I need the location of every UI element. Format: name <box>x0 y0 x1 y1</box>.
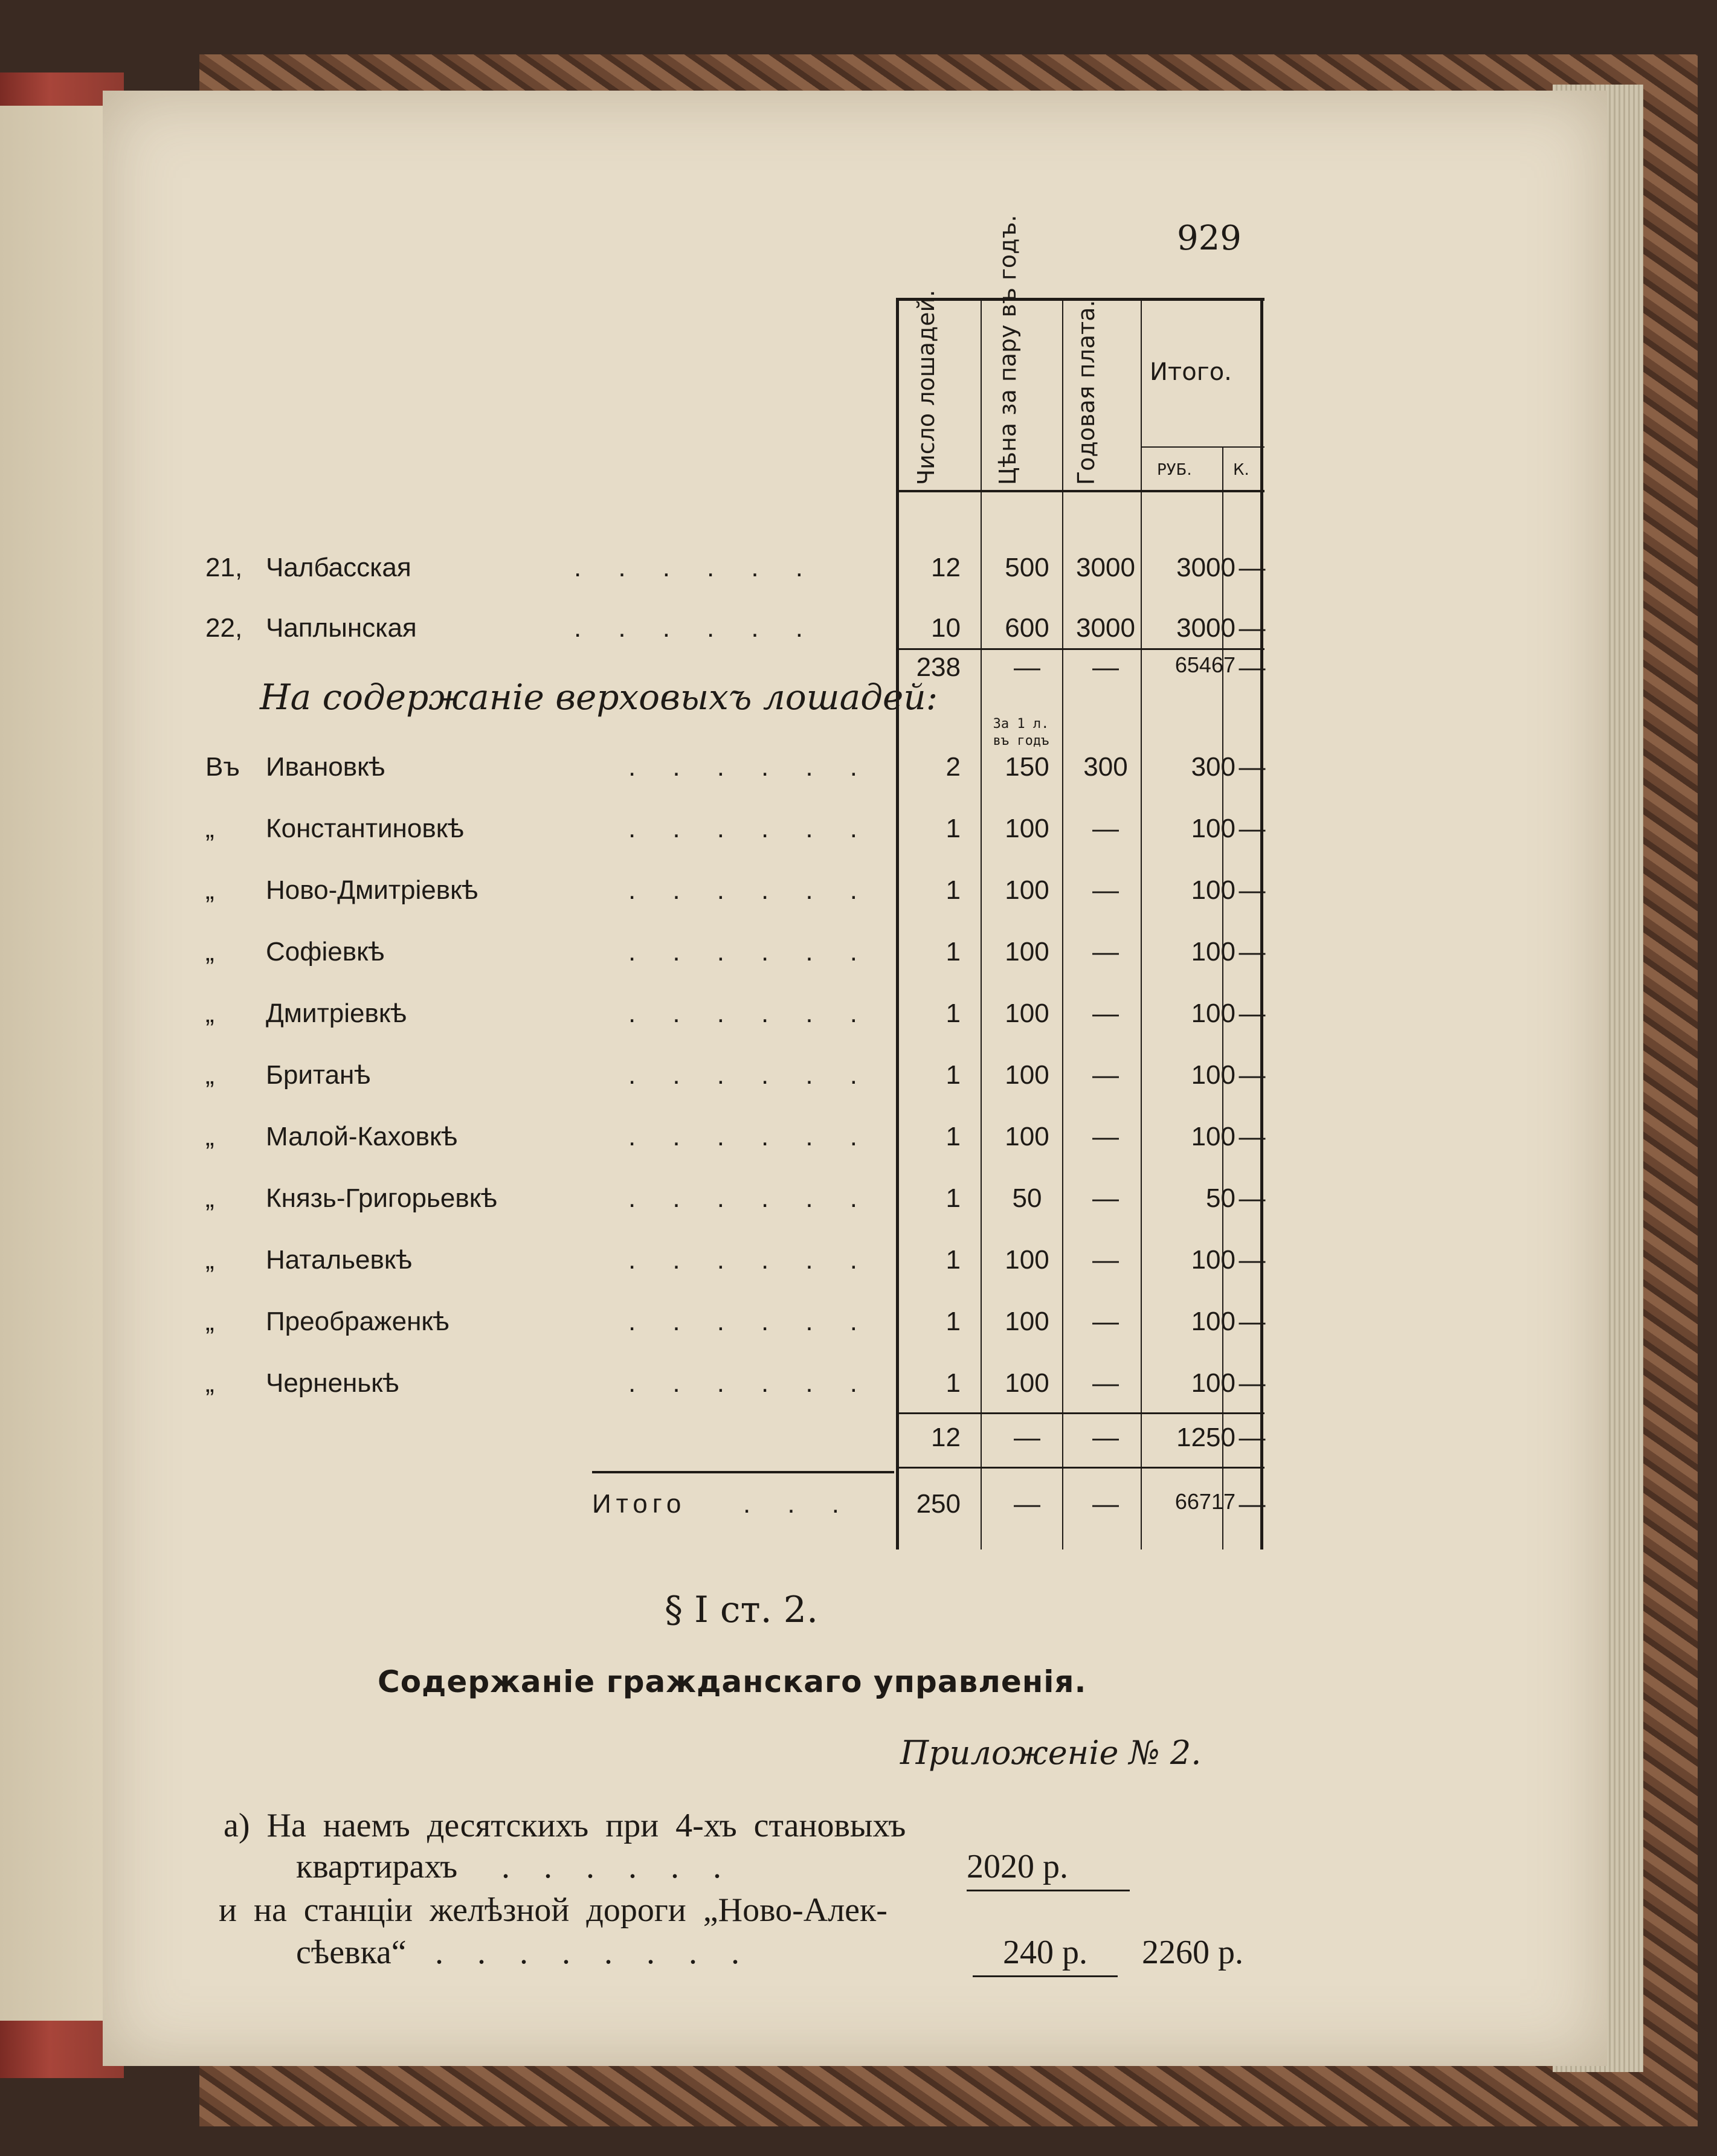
table-left-rule <box>896 298 899 1549</box>
cell-price: 100 <box>1005 1122 1049 1151</box>
cell-horses: 1 <box>945 1245 961 1275</box>
grand-total-row <box>205 1489 1266 1523</box>
cell-total-rub: 100 <box>1191 1307 1235 1336</box>
table-right-rule <box>1260 298 1263 1549</box>
cell-annual: — <box>1092 1245 1119 1275</box>
cell-total-kop: — <box>1239 752 1266 782</box>
cell-total-kop: — <box>1239 875 1266 905</box>
cell-annual: — <box>1092 875 1119 905</box>
left-page-edge <box>0 106 112 2021</box>
section-title: На содержаніе верховыхъ лошадей: <box>260 677 938 718</box>
header-rub: РУБ. <box>1157 461 1192 479</box>
cell-horses: 1 <box>945 1060 961 1090</box>
leader-dots: . . . . . . <box>628 1183 857 1213</box>
row-label: Константиновкѣ <box>266 814 464 843</box>
leader-dots: . . . . . . <box>628 814 857 843</box>
body-line-2-amount: 2020 р. <box>967 1848 1068 1885</box>
row-prefix: „ <box>205 937 214 967</box>
cell-price: 100 <box>1005 1060 1049 1090</box>
row-prefix: „ <box>205 1245 214 1275</box>
subtotal-kop: — <box>1239 1423 1266 1452</box>
appendix-label: Приложеніе № 2. <box>900 1734 1202 1772</box>
cell-total-rub: 100 <box>1191 1060 1235 1090</box>
row-label: Британѣ <box>266 1060 371 1090</box>
leader-dots: . . . . . . <box>628 1060 857 1090</box>
cell-total-rub: 50 <box>1206 1183 1235 1213</box>
cell-price: 500 <box>1005 553 1049 582</box>
leader-dots: . . . . . . <box>628 752 857 782</box>
col-rule-1 <box>981 298 982 1549</box>
cell-total-kop: — <box>1239 1060 1266 1090</box>
header-price-pair: Цѣна за пару въ годъ. <box>994 214 1021 485</box>
subtotal-b-rule <box>896 1412 1264 1414</box>
row-prefix: „ <box>205 1307 214 1336</box>
cell-horses: 1 <box>945 875 961 905</box>
row-label: Ново-Дмитріевкѣ <box>266 875 478 905</box>
cell-horses: 1 <box>945 1368 961 1398</box>
row-prefix: „ <box>205 1183 214 1213</box>
table-row <box>205 1183 1266 1217</box>
row-number: 21, <box>205 553 243 582</box>
cell-total-kop: — <box>1239 613 1266 643</box>
subtotal-horses: 12 <box>931 1423 961 1452</box>
header-total: Итого. <box>1150 358 1232 386</box>
grand-total-kop: — <box>1239 1489 1266 1519</box>
grand-total-rule <box>592 1471 894 1473</box>
cell-horses: 1 <box>945 937 961 967</box>
table-row <box>205 1060 1266 1094</box>
table-row <box>205 1245 1266 1279</box>
subtotal-kop: — <box>1239 652 1266 682</box>
row-label: Малой-Каховкѣ <box>266 1122 458 1151</box>
cell-horses: 10 <box>931 613 961 643</box>
cell-total-rub: 100 <box>1191 875 1235 905</box>
civil-heading: Содержаніе гражданскаго управленія. <box>378 1664 1087 1699</box>
row-prefix: „ <box>205 814 214 843</box>
cell-total-kop: — <box>1239 1122 1266 1151</box>
table-row <box>205 613 1266 647</box>
cell-total-kop: — <box>1239 1368 1266 1398</box>
row-number: 22, <box>205 613 243 643</box>
leader-dots: . . . . . . <box>628 1122 857 1151</box>
cell-price: 100 <box>1005 937 1049 967</box>
header-bottom-rule <box>896 490 1264 492</box>
cell-price: 100 <box>1005 1368 1049 1398</box>
table-row <box>205 752 1266 786</box>
row-prefix: „ <box>205 1122 214 1151</box>
leader-dots: . . . . . . <box>574 553 803 582</box>
cell-total-rub: 100 <box>1191 999 1235 1028</box>
cell-price: 100 <box>1005 1245 1049 1275</box>
row-prefix: „ <box>205 1368 214 1398</box>
cell-total-rub: 100 <box>1191 937 1235 967</box>
total-sub-rule <box>1141 446 1264 448</box>
cell-total-rub: 100 <box>1191 1122 1235 1151</box>
grand-total-label: Итого <box>592 1489 686 1519</box>
cell-price: 100 <box>1005 999 1049 1028</box>
row-label: Софіевкѣ <box>266 937 385 967</box>
cell-annual: — <box>1092 814 1119 843</box>
amount-underline <box>973 1975 1118 1977</box>
table-row <box>205 1368 1266 1402</box>
subtotal-rub: 65467 <box>1174 652 1235 677</box>
table-row <box>205 875 1266 909</box>
cell-total-kop: — <box>1239 999 1266 1028</box>
cell-annual: — <box>1092 1368 1119 1398</box>
cell-annual: — <box>1092 1307 1119 1336</box>
subtotal-rub: 1250 <box>1176 1423 1235 1452</box>
row-label: Преображенкѣ <box>266 1307 449 1336</box>
cell-horses: 1 <box>945 999 961 1028</box>
cell-horses: 1 <box>945 1307 961 1336</box>
body-line-1: а) На наемъ десятскихъ при 4-хъ становыхъ <box>224 1807 906 1844</box>
cell-annual: 300 <box>1083 752 1128 782</box>
body-line-3: и на станціи желѣзной дороги „Ново-Алек- <box>219 1891 887 1929</box>
cell-horses: 1 <box>945 1122 961 1151</box>
cell-price: 100 <box>1005 814 1049 843</box>
cell-price: 100 <box>1005 1307 1049 1336</box>
subtotal-price: — <box>1014 652 1040 682</box>
grand-total-annual: — <box>1092 1489 1119 1519</box>
row-prefix: „ <box>205 1060 214 1090</box>
body-line-4-amount: 240 р. <box>1003 1934 1087 1971</box>
leader-dots: . . . . . . <box>628 937 857 967</box>
cell-price: 150 <box>1005 752 1049 782</box>
row-label: Ивановкѣ <box>266 752 385 782</box>
cell-horses: 2 <box>945 752 961 782</box>
grand-total-rub: 66717 <box>1174 1489 1235 1514</box>
cell-annual: — <box>1092 999 1119 1028</box>
leader-dots: . . . <box>743 1489 839 1519</box>
cell-horses: 12 <box>931 553 961 582</box>
cell-annual: — <box>1092 1183 1119 1213</box>
amount-underline <box>967 1890 1130 1891</box>
row-label: Князь-Григорьевкѣ <box>266 1183 497 1213</box>
page-number: 929 <box>1177 219 1242 258</box>
cell-total-rub: 3000 <box>1176 553 1235 582</box>
cell-total-kop: — <box>1239 937 1266 967</box>
leader-dots: . . . . . . <box>628 1245 857 1275</box>
subtotal-b-rule-bottom <box>896 1467 1264 1469</box>
row-label: Чаплынская <box>266 613 417 643</box>
leader-dots: . . . . . . <box>501 1848 738 1885</box>
body-line-4-label: сѣевка“ <box>296 1934 407 1971</box>
body-line-4-total: 2260 р. <box>1142 1934 1243 1971</box>
table-row <box>205 937 1266 971</box>
cell-total-rub: 100 <box>1191 1368 1235 1398</box>
header-annual-pay: Годовая плата. <box>1073 300 1100 485</box>
cell-price: 600 <box>1005 613 1049 643</box>
cell-total-kop: — <box>1239 1307 1266 1336</box>
row-label: Чалбасская <box>266 553 411 582</box>
paragraph-heading: § I ст. 2. <box>665 1589 819 1631</box>
cell-total-rub: 100 <box>1191 1245 1235 1275</box>
cell-annual: — <box>1092 1122 1119 1151</box>
leader-dots: . . . . . . <box>628 875 857 905</box>
row-prefix: „ <box>205 875 214 905</box>
cell-total-rub: 300 <box>1191 752 1235 782</box>
cell-annual: 3000 <box>1076 613 1135 643</box>
cell-total-kop: — <box>1239 553 1266 582</box>
table-row <box>205 1122 1266 1156</box>
col-rule-2 <box>1062 298 1063 1549</box>
header-kop: К. <box>1233 461 1249 479</box>
row-prefix: Въ <box>205 752 240 782</box>
cell-price: 50 <box>1012 1183 1042 1213</box>
cell-total-rub: 3000 <box>1176 613 1235 643</box>
leader-dots: . . . . . . <box>628 1368 857 1398</box>
cell-total-kop: — <box>1239 1183 1266 1213</box>
column-sub-note: За 1 л. въ годъ <box>993 716 1049 748</box>
subtotal-a-rule <box>896 648 1264 650</box>
cell-horses: 1 <box>945 1183 961 1213</box>
cell-horses: 1 <box>945 814 961 843</box>
row-label: Натальевкѣ <box>266 1245 413 1275</box>
cell-total-kop: — <box>1239 1245 1266 1275</box>
table-row <box>205 999 1266 1032</box>
row-prefix: „ <box>205 999 214 1028</box>
cell-annual: — <box>1092 937 1119 967</box>
table-row <box>205 553 1266 587</box>
subtotal-price: — <box>1014 1423 1040 1452</box>
subtotal-annual: — <box>1092 1423 1119 1452</box>
cell-annual: — <box>1092 1060 1119 1090</box>
row-label: Черненькѣ <box>266 1368 399 1398</box>
row-label: Дмитріевкѣ <box>266 999 407 1028</box>
table-row <box>205 814 1266 848</box>
grand-total-price: — <box>1014 1489 1040 1519</box>
cell-total-kop: — <box>1239 814 1266 843</box>
leader-dots: . . . . . . <box>574 613 803 643</box>
subtotal-horses: 238 <box>916 652 961 682</box>
leader-dots: . . . . . . <box>628 1307 857 1336</box>
cell-total-rub: 100 <box>1191 814 1235 843</box>
body-line-2-label: квартирахъ <box>296 1848 458 1885</box>
col-rule-3 <box>1141 298 1142 1549</box>
subtotal-row <box>205 1423 1266 1456</box>
leader-dots: . . . . . . . . <box>435 1934 739 1971</box>
subtotal-annual: — <box>1092 652 1119 682</box>
header-horses: Число лошадей. <box>913 289 939 485</box>
table-row <box>205 1307 1266 1340</box>
cell-annual: 3000 <box>1076 553 1135 582</box>
grand-total-horses: 250 <box>916 1489 961 1519</box>
leader-dots: . . . . . . <box>628 999 857 1028</box>
cell-price: 100 <box>1005 875 1049 905</box>
